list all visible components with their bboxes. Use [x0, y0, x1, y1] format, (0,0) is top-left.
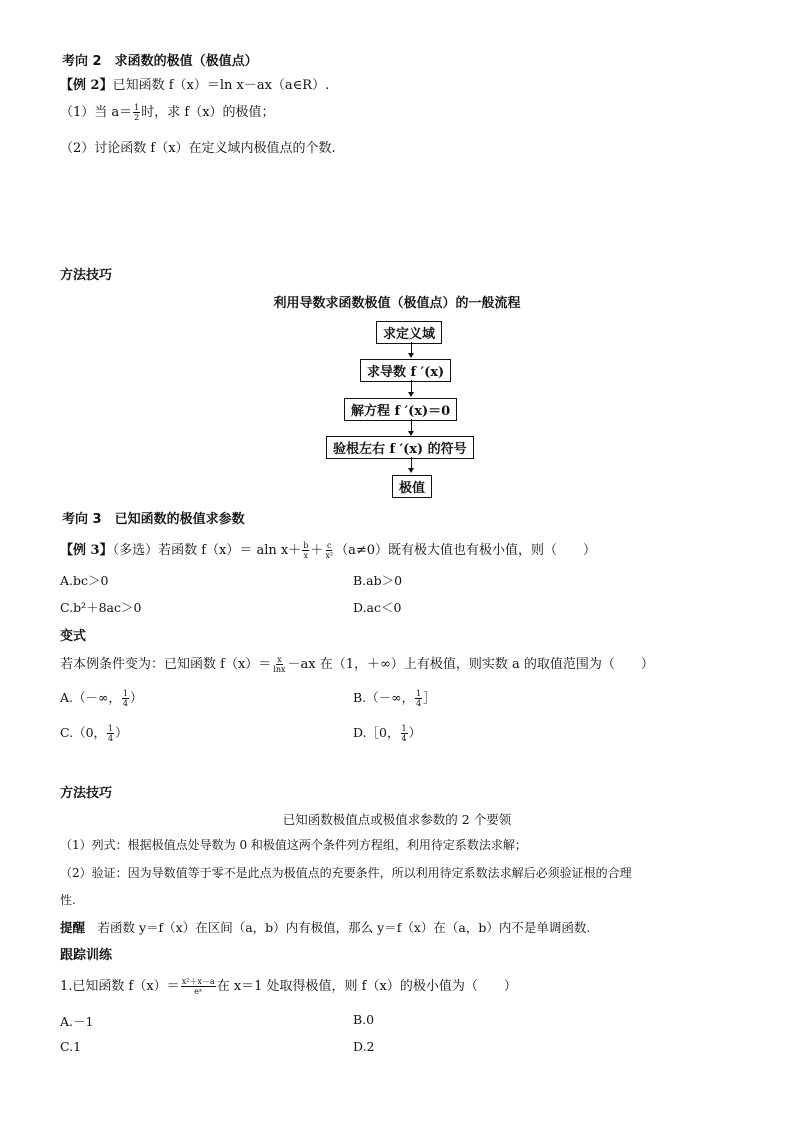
frac1-num: b: [303, 541, 309, 550]
flow-step-domain: 求定义域: [376, 321, 442, 344]
example3-frac1: [302, 541, 309, 560]
opt-b-den: 4: [416, 699, 422, 708]
opt-b-pre: B.（－∞，: [353, 690, 415, 705]
variant-heading: 变式: [60, 629, 87, 644]
tip-text: 若函数 y＝f（x）在区间（a，b）内有极值，那么 y＝f（x）在（a，b）内不是单调函数.: [85, 920, 591, 935]
flow-step-sign: 验根左右 f ′(x) 的符号: [326, 436, 474, 459]
practice-question: [60, 975, 517, 996]
example3-plus: ＋: [310, 543, 324, 558]
example3-option-c: C.b²＋8ac＞0: [60, 600, 142, 615]
practice-option-b: B.0: [353, 1012, 375, 1027]
variant-text-post: －ax 在（1，＋∞）上有极值，则实数 a 的取值范围为（ ）: [287, 657, 654, 672]
variant-fraction: [272, 655, 286, 674]
practice-text-pre: 1.已知函数 f（x）＝: [60, 979, 180, 994]
method1-title: 利用导数求函数极值（极值点）的一般流程: [273, 296, 521, 311]
example3-text-post: （a≠0）既有极大值也有极小值，则（ ）: [335, 543, 597, 558]
q1-frac-num: 1: [134, 103, 140, 112]
opt-a-post: ）: [130, 690, 143, 705]
frac2-den: x²: [325, 551, 334, 560]
practice-frac-num: x²＋x－a: [181, 977, 215, 986]
example3-option-b: B.ab＞0: [353, 573, 403, 588]
variant-option-c: [60, 723, 128, 743]
practice-frac-den: eˣ: [194, 987, 203, 996]
method2-heading: 方法技巧: [60, 786, 113, 801]
example2-line: [60, 74, 329, 93]
method1-heading: 方法技巧: [60, 268, 113, 283]
flow-step-extremum: 极值: [392, 475, 432, 498]
opt-c-post: ）: [115, 725, 128, 740]
q1-text-pre: （1）当 a＝: [60, 105, 133, 120]
opt-b-num: 1: [416, 689, 422, 698]
opt-b-frac: [415, 689, 422, 708]
opt-c-frac: [107, 724, 114, 743]
practice-fraction: [181, 977, 216, 996]
q1-text-post: 时，求 f（x）的极值；: [141, 105, 275, 120]
opt-a-frac: [122, 689, 129, 708]
method2-title: 已知函数极值点或极值求参数的 2 个要领: [282, 812, 512, 827]
variant-frac-num: x: [277, 655, 282, 664]
flow-arrow-1: [411, 342, 412, 357]
example3-frac2: [324, 541, 334, 560]
example3-option-a: A.bc＞0: [60, 573, 109, 588]
tip-label: 提醒: [60, 920, 86, 935]
flow-arrow-3: [411, 419, 412, 435]
example3-line: [60, 539, 596, 560]
opt-a-pre: A.（－∞，: [60, 690, 121, 705]
opt-d-den: 4: [401, 734, 407, 743]
opt-d-post: ）: [408, 725, 422, 740]
variant-option-b: [353, 688, 436, 708]
practice-option-c: C.1: [60, 1039, 82, 1054]
flow-arrow-4: [411, 457, 412, 472]
flow-arrow-2: [411, 380, 412, 396]
opt-a-num: 1: [122, 689, 129, 698]
opt-a-den: 4: [122, 699, 129, 708]
q1-frac-den: 2: [134, 113, 140, 122]
q1-fraction: [133, 103, 140, 122]
opt-d-frac: [401, 724, 408, 743]
practice-text-post: 在 x＝1 处取得极值，则 f（x）的极小值为（ ）: [216, 979, 517, 994]
method2-point1: （1）列式：根据极值点处导数为 0 和极值这两个条件列方程组，利用待定系数法求解；: [60, 838, 527, 852]
variant-frac-den: lnx: [273, 665, 286, 674]
section2-heading: 考向 2 求函数的极值（极值点）: [62, 54, 258, 69]
example3-text-pre: （多选）若函数 f（x）＝ aln x＋: [112, 543, 302, 558]
flow-step-derivative: 求导数 f ′(x): [360, 359, 451, 382]
opt-d-pre: D.［0，: [353, 725, 400, 740]
method2-point2-cont: 性.: [60, 893, 76, 907]
practice-heading: 跟踪训练: [60, 948, 113, 963]
variant-text-pre: 若本例条件变为：已知函数 f（x）＝: [60, 657, 272, 672]
variant-question: [60, 653, 654, 674]
opt-b-post: ］: [423, 690, 436, 705]
flow-step-solve: 解方程 f ′(x)＝0: [344, 398, 457, 421]
example2-text: 已知函数 f（x）＝ln x－ax（a∈R）.: [112, 78, 330, 93]
variant-option-a: [60, 688, 143, 708]
frac2-num: c: [326, 541, 332, 550]
section3-heading: 考向 3 已知函数的极值求参数: [62, 512, 245, 527]
practice-option-d: D.2: [353, 1039, 375, 1054]
opt-c-den: 4: [108, 734, 114, 743]
opt-c-num: 1: [108, 724, 114, 733]
opt-c-pre: C.（0，: [60, 725, 107, 740]
method2-tip: [60, 918, 590, 936]
frac1-den: x: [303, 551, 309, 560]
variant-option-d: [353, 723, 421, 743]
example2-q1: [60, 101, 275, 122]
example2-label: 【例 2】: [60, 78, 113, 93]
method2-point2: （2）验证：因为导数值等于零不是此点为极值点的充要条件，所以利用待定系数法求解后必须验证根的合理: [60, 866, 632, 880]
opt-d-num: 1: [401, 724, 407, 733]
example2-q2: （2）讨论函数 f（x）在定义域内极值点的个数.: [60, 141, 336, 156]
example3-option-d: D.ac＜0: [353, 600, 402, 615]
practice-option-a: A.－1: [60, 1014, 94, 1029]
example3-label: 【例 3】: [60, 543, 113, 558]
